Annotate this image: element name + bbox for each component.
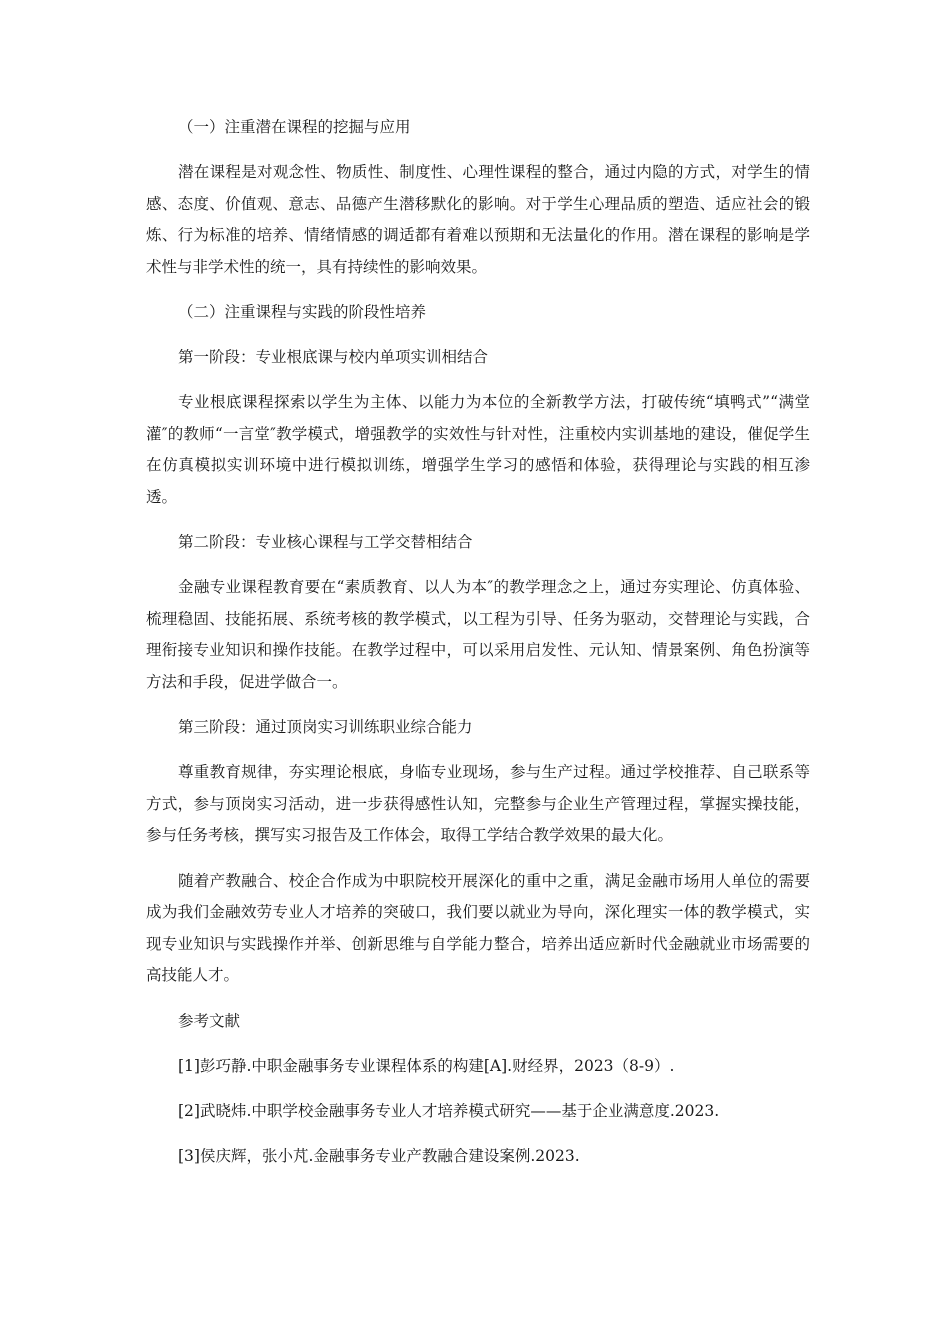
stage-3-heading: 第三阶段：通过顶岗实习训练职业综合能力	[178, 718, 473, 736]
stage-1-paragraph: 专业根底课程探索以学生为主体、以能力为本位的全新教学方法，打破传统“填鸭式”“满堂灌″的教师“一言堂″教学模式，增强教学的实效性与针对性，注重校内实训基地的建设，催促学生在仿真模拟实训环境中进行模拟训练，增强学生学习的感悟和体验，获得理论与实践的相互渗透。	[146, 393, 810, 506]
conclusion-paragraph: 随着产教融合、校企合作成为中职院校开展深化的重中之重，满足金融市场用人单位的需要成为我们金融效劳专业人才培养的突破口，我们要以就业为导向，深化理实一体的教学模式，实现专业知识与实践操作并举、创新思维与自学能力整合，培养出适应新时代金融就业市场需要的高技能人才。	[146, 871, 810, 984]
stage-3-paragraph: 尊重教育规律，夯实理论根底，身临专业现场，参与生产过程。通过学校推荐、自己联系等方式，参与顶岗实习活动，进一步获得感性认知，完整参与企业生产管理过程，掌握实操技能，参与任务考核，撰写实习报告及工作体会，取得工学结合教学效果的最大化。	[146, 763, 810, 844]
paragraph-latent-curriculum: 潜在课程是对观念性、物质性、制度性、心理性课程的整合，通过内隐的方式，对学生的情感、态度、价值观、意志、品德产生潜移默化的影响。对于学生心理品质的塑造、适应社会的锻炼、行为标准的培养、情绪情感的调适都有着难以预期和无法量化的作用。潜在课程的影响是学术性与非学术性的统一，具有持续性的影响效果。	[146, 163, 810, 276]
stage-2-heading: 第二阶段：专业核心课程与工学交替相结合	[178, 533, 473, 551]
stage-2-paragraph: 金融专业课程教育要在“素质教育、以人为本″的教学理念之上，通过夯实理论、仿真体验、梳理稳固、技能拓展、系统考核的教学模式，以工程为引导、任务为驱动，交替理论与实践，合理衔接专业知识和操作技能。在教学过程中，可以采用启发性、元认知、情景案例、角色扮演等方法和手段，促进学做合一。	[146, 578, 810, 691]
stage-1-heading: 第一阶段：专业根底课与校内单项实训相结合	[178, 348, 489, 366]
reference-item: [2]武晓炜.中职学校金融事务专业人才培养模式研究——基于企业满意度.2023.	[178, 1101, 720, 1120]
document-page	[146, 112, 810, 1186]
section-heading-latent-curriculum: （一）注重潜在课程的挖掘与应用	[178, 118, 411, 136]
section-heading-staged-training: （二）注重课程与实践的阶段性培养	[178, 303, 427, 321]
reference-item: [3]侯庆辉，张小芃.金融事务专业产教融合建设案例.2023.	[178, 1146, 580, 1165]
references-title: 参考文献	[178, 1011, 241, 1030]
reference-item: [1]彭巧静.中职金融事务专业课程体系的构建[A].财经界，2023（8-9）.	[178, 1056, 675, 1075]
